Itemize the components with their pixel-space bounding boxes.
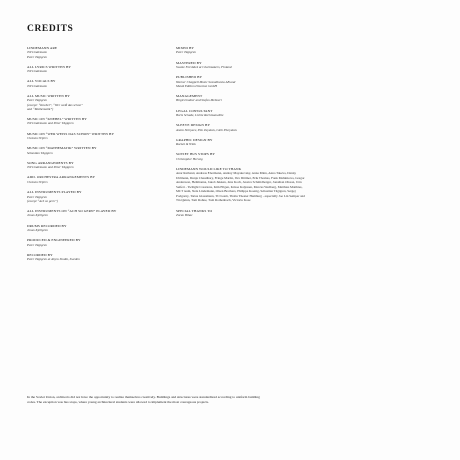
section-heading: LINDEMANN WOULD LIKE TO THANK <box>176 167 242 172</box>
section-line: Zoran Bihac <box>176 213 193 218</box>
section-heading: SOVIET BUS STOPS BY <box>176 152 216 157</box>
section-heading: ALL MUSIC WRITTEN BY <box>27 94 70 99</box>
credit-section <box>27 175 177 184</box>
credit-section <box>27 224 177 233</box>
credit-section <box>176 138 326 147</box>
section-line: Till Lindemann <box>27 83 48 88</box>
section-line: Warner Chappell Music Scandinavia AB and <box>176 79 236 84</box>
section-heading: GRAPHIC DESIGN BY <box>176 137 213 142</box>
credit-section <box>176 46 326 55</box>
credit-section <box>27 94 177 111</box>
section-line: Peter Tägtgren <box>176 50 196 55</box>
section-heading: SPECIAL THANKS TO <box>176 208 213 213</box>
section-line: Anton Shiryaev, Pim Zuyakov, Gleb Piscyakov <box>176 127 237 132</box>
section-heading: ALL LYRICS WRITTEN BY <box>27 64 72 69</box>
section-heading: MUSIC ON “KNEBEL” WRITTEN BY <box>27 117 87 122</box>
section-line: Till Lindemann and Peter Tägtgren <box>27 165 74 170</box>
section-heading: MUSIC ON “WER WEISS DAS SCHON” WRITTEN BY <box>27 131 115 136</box>
credit-section <box>27 146 177 155</box>
section-heading: LINDEMANN ARE <box>27 46 58 50</box>
credit-section <box>27 117 177 126</box>
credit-section <box>176 152 326 161</box>
section-heading: SLEEVE DESIGN BY <box>176 123 211 128</box>
credit-section <box>27 253 177 262</box>
section-line: Jonas Kjellgren <box>27 213 48 218</box>
section-line: Birgit Lindner and Stefan Mehnert <box>176 98 222 103</box>
credit-section <box>176 123 326 132</box>
section-line: Jonas Kjellgren <box>27 227 48 232</box>
section-line: Till Lindemann and Peter Tägtgren <box>27 121 74 126</box>
credit-section <box>176 75 326 88</box>
section-heading: MANAGEMENT <box>176 94 203 99</box>
section-line: Musik Edition Discoton GmbH <box>176 83 217 88</box>
section-line: Sebastian Tägtgren <box>27 150 53 155</box>
footer-paragraph: In the Soviet Union, architects did not have the opportunity to realize themselves creatively. Buildings and structures were standardized according to uniform building codes. The exception was bus stops, where young architectural students were allowed to implement the most courageous projects. <box>27 395 260 404</box>
thanks-text: Anar Reiband, Andreas Ebermann, Andrey Mayakovsky, Anna Minn, Anna Takeva, Danny Uhlmann, Dunja Chaudhary, Fringe Martin, Ilva Dittmer, Erik Thomas, Fank Mahinkova, Gregor Andersson, Heilmanna, Jakob Jukkan, Jens Koch, Jessica Schmidberger, Jonathan Olsson, Jörn Seifert - Twilight Creations, Kim Ellgen, Krisse Kaljonen, Marcus Wedberg, Matthias Matthies, MCT team, Nele Lindemann, Olsen Brothers, Philippe Koenig, Sebastian Tägtgren, Sergej Podgorny, Tarias Glassmann, TCI team, Thalia Theater Hamburg - especially Joe Lin Semper and Tin Quinn, Tom Rohne, Tom Rothenbach, Victoria Kose <box>176 171 305 203</box>
credits-left-column <box>27 46 177 267</box>
section-heading: MASTERED BY <box>176 60 202 65</box>
credit-section <box>27 46 177 59</box>
section-heading: ADD. ORCHESTRA ARRANGEMENTS BY <box>27 175 96 180</box>
thanks-section <box>176 167 326 203</box>
section-heading: ALL VOCALS BY <box>27 79 56 84</box>
section-line: Clemens Wijers <box>27 179 48 184</box>
section-line: (except: “Knebel”, “Wer weiß das schon” <box>27 102 83 107</box>
section-line: Clemens Wijers <box>27 136 48 141</box>
credits-right-column <box>176 46 326 224</box>
section-heading: PUBLISHED BY <box>176 75 203 80</box>
section-heading: RECORDED BY <box>27 252 53 257</box>
section-heading: LEGAL CONSULTANT <box>176 108 213 113</box>
credit-section <box>27 190 177 203</box>
section-line: Svante Forsbäck at Chartmakers, Finland <box>176 65 232 70</box>
section-line: Peter Tägtgren <box>27 54 47 59</box>
credit-section <box>27 79 177 88</box>
section-heading: MIXED BY <box>176 46 195 50</box>
section-heading: MUSIC ON “MATHEMATIK” WRITTEN BY <box>27 146 97 151</box>
credit-section <box>27 238 177 247</box>
credit-section <box>176 94 326 103</box>
section-line: and “Mathematik”) <box>27 106 54 111</box>
credit-section <box>176 61 326 70</box>
credit-section <box>27 65 177 74</box>
section-heading: ALL INSTRUMENTS PLAYED BY <box>27 190 82 195</box>
section-line: Peter Tägtgren <box>27 242 47 247</box>
section-heading: DRUMS RECORDED BY <box>27 223 67 228</box>
section-line: Till Lindemann <box>27 69 48 74</box>
credit-section <box>27 132 177 141</box>
page-title: CREDITS <box>27 24 74 34</box>
section-line: Peter Tägtgren <box>27 194 47 199</box>
special-thanks-section <box>176 209 326 218</box>
section-line: Peter Tägtgren <box>27 98 47 103</box>
section-heading: ALL INSTRUMENTS ON “ACH SO GERN” PLAYED BY <box>27 208 117 213</box>
section-line: Peter Tägtgren at Abyss Studio, Sweden <box>27 257 80 262</box>
section-line: Till Lindemann <box>27 50 48 55</box>
section-line: Christopher Herwig <box>176 156 203 161</box>
credit-section <box>27 209 177 218</box>
section-line: Rocket & Wink <box>176 142 196 147</box>
credit-section <box>176 109 326 118</box>
section-heading: SONG ARRANGEMENTS BY <box>27 160 74 165</box>
section-line: (except “Ach so gern”) <box>27 198 58 203</box>
credit-section <box>27 161 177 170</box>
section-heading: PRODUCED & ENGINEERED BY <box>27 238 81 243</box>
section-line: Boris Schade, Lichte Rechtsanwälte <box>176 113 224 118</box>
